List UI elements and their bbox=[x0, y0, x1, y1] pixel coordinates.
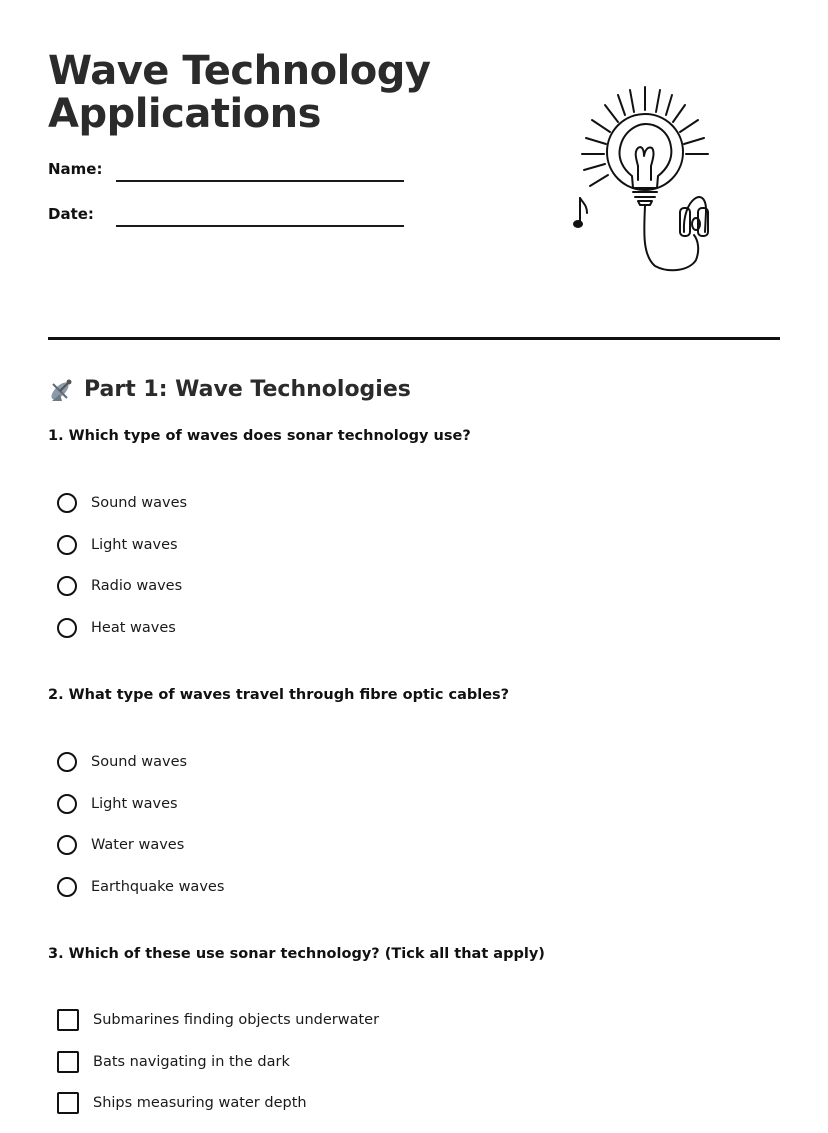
radio-button[interactable] bbox=[57, 535, 77, 555]
checkbox[interactable] bbox=[57, 1051, 79, 1073]
answer-option[interactable] bbox=[57, 616, 187, 640]
headphones-icon bbox=[680, 197, 708, 236]
radio-button[interactable] bbox=[57, 493, 77, 513]
option-label: Sound waves bbox=[91, 495, 188, 511]
lightbulb-illustration bbox=[560, 80, 720, 284]
answer-option[interactable] bbox=[57, 1008, 379, 1032]
answer-option[interactable] bbox=[57, 792, 224, 816]
music-note-icon bbox=[574, 198, 587, 227]
option-label: Submarines finding objects underwater bbox=[93, 1012, 380, 1028]
answer-option[interactable] bbox=[57, 533, 187, 557]
answer-option[interactable] bbox=[57, 574, 187, 598]
radio-button[interactable] bbox=[57, 794, 77, 814]
option-label: Sound waves bbox=[91, 754, 188, 770]
option-label: Bats navigating in the dark bbox=[93, 1053, 290, 1070]
part1-heading bbox=[48, 374, 411, 404]
option-label: Ships measuring water depth bbox=[93, 1095, 307, 1111]
checkbox[interactable] bbox=[57, 1009, 79, 1031]
option-label: Water waves bbox=[91, 837, 185, 853]
answer-option[interactable] bbox=[57, 1091, 379, 1115]
answer-option[interactable] bbox=[57, 1050, 379, 1074]
question-1-options bbox=[57, 491, 187, 657]
question-3: 3. Which of these use sonar technology? (Tick all that apply) bbox=[48, 946, 545, 962]
name-label: Name: bbox=[48, 160, 103, 178]
option-label: Light waves bbox=[91, 795, 178, 812]
lightbulb-icon bbox=[607, 114, 698, 270]
radio-button[interactable] bbox=[57, 835, 77, 855]
question-2-options bbox=[57, 750, 224, 916]
option-label: Light waves bbox=[91, 536, 178, 553]
date-field[interactable] bbox=[116, 225, 404, 227]
question-1: 1. Which type of waves does sonar technology use? bbox=[48, 428, 471, 444]
satellite-dish-icon bbox=[48, 375, 76, 403]
page-title: Wave Technology Applications bbox=[48, 48, 431, 137]
name-field[interactable] bbox=[116, 180, 404, 182]
section-divider bbox=[48, 337, 780, 340]
answer-option[interactable] bbox=[57, 750, 224, 774]
option-label: Heat waves bbox=[91, 619, 176, 636]
question-3-options bbox=[57, 1008, 379, 1133]
radio-button[interactable] bbox=[57, 618, 77, 638]
radio-button[interactable] bbox=[57, 877, 77, 897]
option-label: Radio waves bbox=[91, 578, 183, 594]
answer-option[interactable] bbox=[57, 491, 187, 515]
answer-option[interactable] bbox=[57, 875, 224, 899]
checkbox[interactable] bbox=[57, 1092, 79, 1114]
radio-button[interactable] bbox=[57, 752, 77, 772]
question-2: 2. What type of waves travel through fibre optic cables? bbox=[48, 687, 510, 703]
answer-option[interactable] bbox=[57, 833, 224, 857]
part1-heading-text: Part 1: Wave Technologies bbox=[84, 376, 411, 402]
radio-button[interactable] bbox=[57, 576, 77, 596]
light-rays-icon bbox=[582, 87, 708, 186]
option-label: Earthquake waves bbox=[91, 878, 225, 895]
date-label: Date: bbox=[48, 205, 94, 223]
